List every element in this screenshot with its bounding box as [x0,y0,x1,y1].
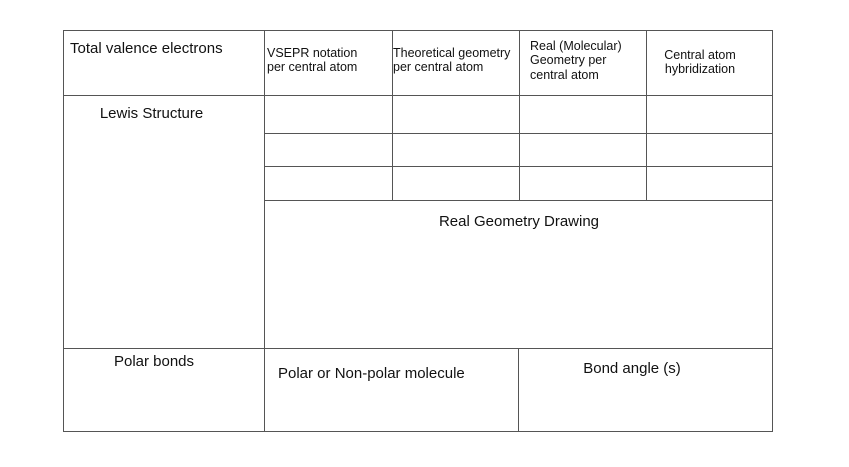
row-divider [63,348,773,349]
central-atom-hybridization-header: Central atom hybridization [664,48,736,77]
polar-molecule-label: Polar or Non-polar molecule [278,365,465,382]
column-divider [519,30,520,200]
lewis-structure-label: Lewis Structure [99,105,204,122]
row-divider [264,200,773,201]
real-geometry-header: Real (Molecular) Geometry per central atom [530,39,622,82]
row-divider [63,95,773,96]
theoretical-geometry-header: Theoretical geometry per central atom [393,46,511,75]
column-divider [264,30,265,432]
polar-bonds-label: Polar bonds [113,353,195,370]
bond-angles-label: Bond angle (s) [583,360,681,377]
real-geometry-drawing-label: Real Geometry Drawing [438,213,600,230]
vsepr-notation-header: VSEPR notation per central atom [267,46,358,75]
total-valence-electrons-label: Total valence electrons [70,40,223,57]
